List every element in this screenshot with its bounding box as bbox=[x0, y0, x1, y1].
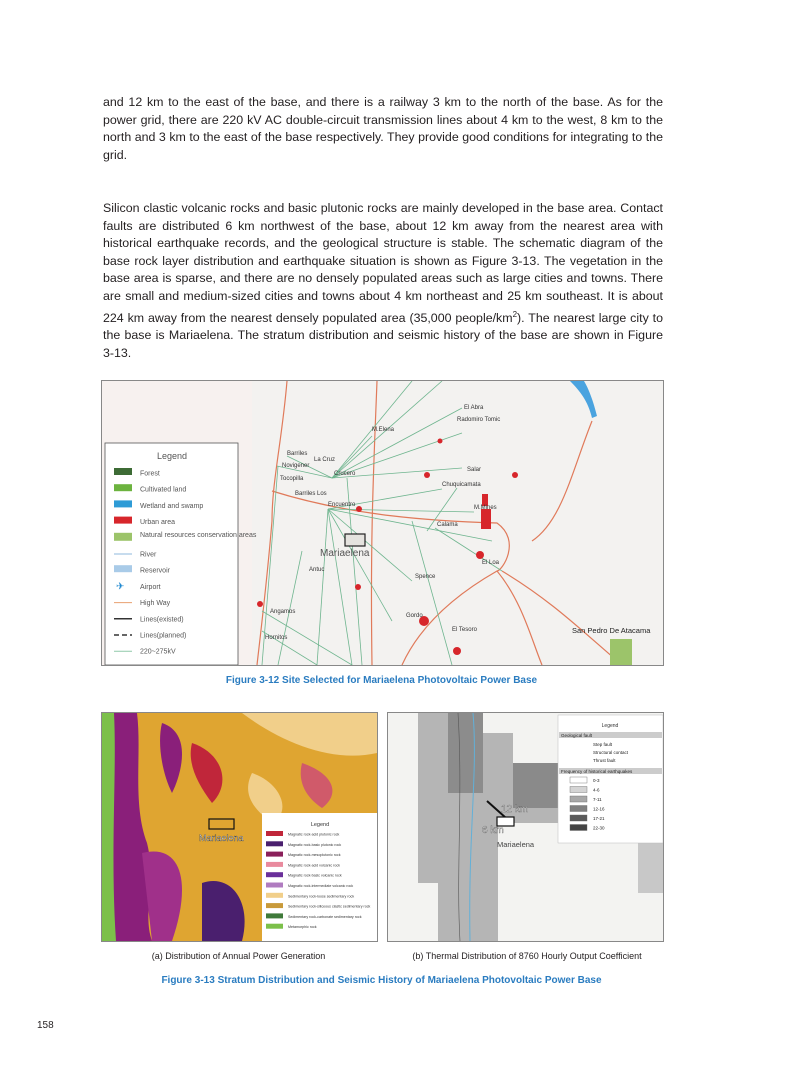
legend-swatch bbox=[114, 484, 132, 491]
legend-swatch bbox=[570, 796, 587, 802]
legend-label: Magnatic rock-acid plutonic rock bbox=[288, 832, 340, 837]
legend-item bbox=[266, 893, 354, 899]
legend-label: Airport bbox=[140, 583, 161, 591]
legend-label: Lines(planned) bbox=[140, 632, 187, 640]
place-label: Spence bbox=[415, 574, 436, 580]
place-label: Tocopilla bbox=[280, 476, 304, 482]
legend-item: Structural contact bbox=[593, 750, 629, 755]
legend-swatch bbox=[114, 500, 132, 507]
legend-label: Sedimentary rock-carbonate sedimentary rock bbox=[288, 914, 362, 919]
legend-swatch bbox=[114, 468, 132, 475]
legend-label: 17-21 bbox=[593, 816, 605, 821]
page-number: 158 bbox=[37, 1020, 54, 1031]
legend-header: Frequency of historical earthquakes bbox=[561, 769, 633, 774]
stratum-legend bbox=[262, 813, 377, 941]
legend-swatch bbox=[570, 787, 587, 793]
place-label: Novigener bbox=[282, 463, 310, 469]
legend-label: Reservoir bbox=[140, 567, 170, 575]
place-label: Antuc bbox=[309, 567, 325, 573]
legend-label: Sedimentary rock-loose sedimentary rock bbox=[288, 894, 355, 899]
legend-label: Magnatic rock-basic volcanic rock bbox=[288, 873, 342, 878]
seismic-map bbox=[388, 713, 663, 941]
place-label: El Loa bbox=[482, 560, 500, 566]
legend-label: Lines(existed) bbox=[140, 616, 184, 624]
legend-item bbox=[570, 796, 602, 802]
subcaption-b: (b) Thermal Distribution of 8760 Hourly Output Coefficient bbox=[412, 951, 642, 961]
legend-label: Natural resources conservation areas bbox=[140, 531, 257, 539]
map-legend bbox=[105, 443, 257, 665]
place-label: Salar bbox=[467, 467, 482, 473]
legend-item bbox=[266, 852, 341, 858]
place-label: M.Mines bbox=[474, 505, 497, 511]
legend-item: Thrust fault bbox=[593, 758, 616, 763]
legend-header: Geological fault bbox=[561, 733, 593, 738]
legend-swatch bbox=[266, 831, 283, 836]
place-label: Radomiro Tomic bbox=[457, 417, 501, 423]
legend-label: Magnatic rock-mesoplutonic rock bbox=[288, 853, 341, 858]
legend-label: 4-6 bbox=[593, 787, 600, 793]
base-site-marker bbox=[345, 534, 365, 546]
legend-swatch bbox=[266, 872, 283, 877]
airport-icon: ✈ bbox=[116, 581, 125, 593]
legend-swatch bbox=[114, 533, 132, 541]
place-label: La Cruz bbox=[314, 457, 336, 463]
legend-label: 0-3 bbox=[593, 778, 600, 783]
distance-label: 12 km bbox=[501, 804, 529, 815]
legend-label: River bbox=[140, 551, 157, 559]
legend-swatch bbox=[114, 517, 132, 524]
legend-title: Legend bbox=[601, 723, 619, 729]
legend-item bbox=[266, 924, 317, 930]
figure-3-12-caption: Figure 3-12 Site Selected for Mariaelena Photovoltaic Power Base bbox=[225, 675, 538, 686]
base-label: Mariaelena bbox=[199, 833, 244, 843]
legend-item bbox=[570, 787, 600, 793]
place-label: Barriles bbox=[287, 451, 308, 457]
legend-item bbox=[266, 841, 341, 847]
seismic-legend bbox=[558, 715, 663, 843]
conservation-area bbox=[610, 639, 632, 665]
legend-label: Magnatic rock-intermediate volcanic rock bbox=[288, 884, 354, 888]
legend-label: 7-11 bbox=[593, 797, 602, 802]
paragraph-geology bbox=[103, 200, 663, 362]
legend-label: Metamorphic rock bbox=[288, 925, 317, 930]
base-label: Mariaelena bbox=[497, 840, 535, 849]
legend-swatch bbox=[114, 565, 132, 572]
legend-swatch bbox=[570, 825, 587, 831]
legend-label: 220~275kV bbox=[140, 648, 176, 656]
legend-item bbox=[266, 913, 362, 919]
legend-label: Cultivated land bbox=[140, 486, 187, 494]
legend-label: Forest bbox=[140, 470, 160, 478]
legend-item bbox=[266, 872, 342, 878]
superscript: 2 bbox=[512, 309, 518, 319]
legend-title: Legend bbox=[310, 822, 330, 828]
legend-item bbox=[266, 831, 340, 837]
legend-swatch bbox=[266, 903, 283, 908]
legend-swatch bbox=[266, 913, 283, 918]
stratum-map-figure bbox=[101, 712, 378, 942]
text: ). The nearest large city to the base is Mariaelena. The stratum distribution and seismic history of the base are shown in Figure 3-13. bbox=[103, 310, 663, 360]
site-map bbox=[102, 381, 663, 665]
legend-swatch bbox=[266, 862, 283, 867]
place-label: Hornitos bbox=[265, 635, 288, 641]
legend-label: 12-16 bbox=[593, 806, 605, 812]
legend-item bbox=[266, 862, 340, 868]
seismic-map-figure bbox=[387, 712, 664, 942]
legend-label: Urban area bbox=[140, 519, 176, 527]
legend-swatch bbox=[266, 924, 283, 929]
place-label: Calama bbox=[437, 522, 458, 528]
legend-label: Wetland and swamp bbox=[140, 502, 204, 510]
legend-swatch bbox=[266, 852, 283, 857]
legend-swatch bbox=[570, 815, 587, 821]
legend-label: Sedimentary rock-siliceous clastic sedimentary rock bbox=[288, 904, 371, 909]
place-label: Barriles Los bbox=[295, 491, 327, 497]
place-label: M.Elena bbox=[372, 427, 395, 433]
legend-label: 22-30 bbox=[593, 825, 605, 831]
place-label: Encuentro bbox=[328, 502, 356, 508]
place-label: El Tesoro bbox=[452, 627, 477, 633]
legend-label: Magnatic rock-acid volcanic rock bbox=[288, 863, 340, 868]
legend-swatch bbox=[266, 883, 283, 888]
site-map-figure bbox=[101, 380, 664, 666]
place-label: Angamos bbox=[270, 609, 296, 615]
legend-title: Legend bbox=[156, 451, 188, 461]
legend-swatch bbox=[266, 893, 283, 898]
legend-swatch bbox=[266, 841, 283, 846]
place-label: San Pedro De Atacama bbox=[572, 626, 651, 635]
legend-swatch bbox=[570, 806, 587, 812]
legend-label: High Way bbox=[140, 600, 171, 608]
place-label: Crucero bbox=[334, 471, 356, 477]
legend-item: Step fault bbox=[593, 742, 613, 747]
place-label: Gordo bbox=[406, 613, 423, 619]
place-label: El Abra bbox=[464, 405, 484, 411]
text: Silicon clastic volcanic rocks and basic plutonic rocks are mainly developed in the base area. Contact faults are distributed 6 km northwest of the base, about 12 km away from the nearest area with historical earthquake records, and the geological structure is stable. The schematic diagram of the base rock layer distribution and earthquake situation is shown as Figure 3-13. The vegetation in the base area is sparse, and there are no densely populated areas such as large cities and towns. There are small and medium-sized cities and towns about 4 km northeast and 25 km southeast. It is about 224 km away from the nearest densely populated area (35,000 people/km bbox=[103, 201, 663, 325]
subcaption-a: (a) Distribution of Annual Power Generation bbox=[151, 951, 326, 961]
legend-item bbox=[570, 777, 600, 783]
figure-3-13-caption: Figure 3-13 Stratum Distribution and Seismic History of Mariaelena Photovoltaic Power Base bbox=[161, 975, 602, 986]
place-label: Mariaelena bbox=[320, 548, 370, 559]
paragraph-grid: and 12 km to the east of the base, and there is a railway 3 km to the north of the base. As for the power grid, there are 220 kV AC double-circuit transmission lines about 4 km to the west, 8 km to the north and 3 km to the east of the base respectively. They provide good conditions for integrating to the grid. bbox=[103, 95, 663, 162]
legend-swatch bbox=[570, 777, 587, 783]
place-label: Chuquicamata bbox=[442, 482, 481, 488]
stratum-map bbox=[102, 713, 377, 941]
legend-item bbox=[266, 903, 370, 909]
legend-item bbox=[266, 883, 353, 889]
distance-label: 6 km bbox=[482, 825, 504, 836]
legend-label: Magnatic rock-basic plutonic rock bbox=[288, 842, 342, 847]
